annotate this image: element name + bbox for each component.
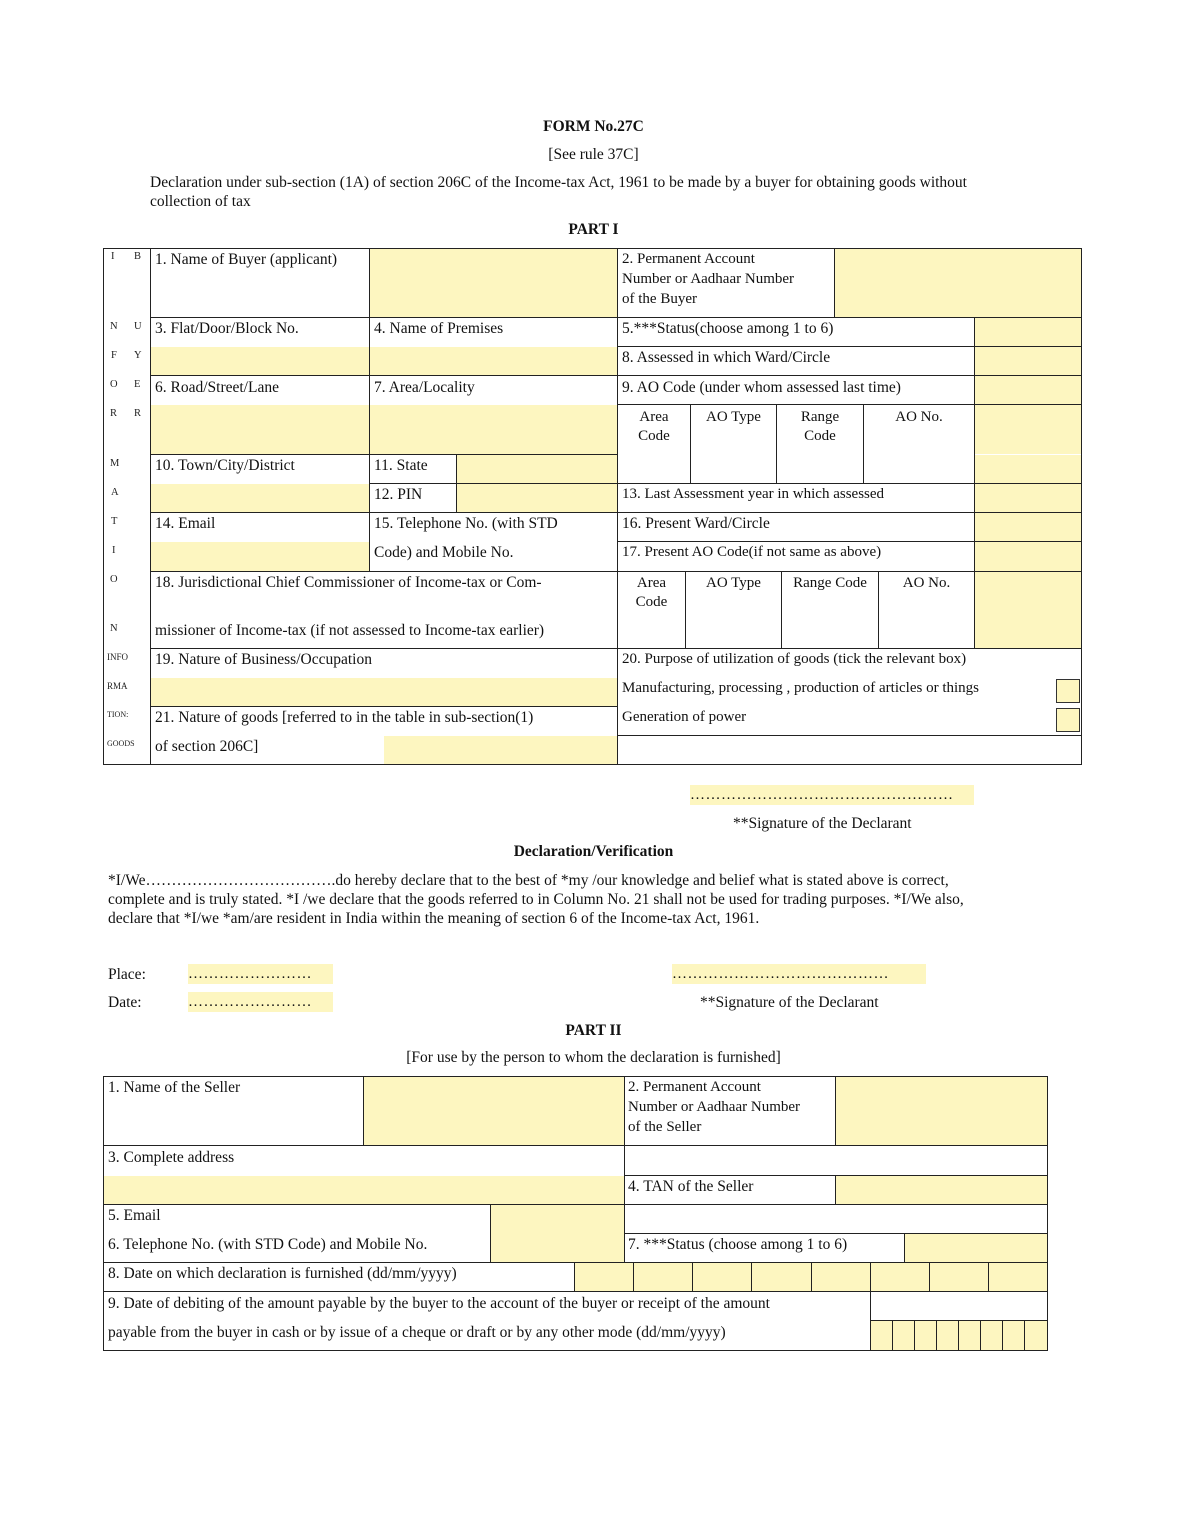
rule-reference: [See rule 37C] — [548, 146, 639, 163]
label-pin: 12. PIN — [374, 486, 423, 503]
divider — [103, 1291, 1048, 1292]
date-label: Date: — [108, 994, 142, 1011]
divider — [150, 571, 1082, 572]
divider — [870, 1320, 1048, 1321]
label-seller-pan-1: 2. Permanent Account — [628, 1079, 761, 1095]
side-letter: B — [134, 251, 142, 262]
part2-subtitle: [For use by the person to whom the declaration is furnished] — [406, 1049, 781, 1066]
label-ao-code: 9. AO Code (under whom assessed last time) — [622, 379, 901, 396]
label-nature-goods-1: 21. Nature of goods [referred to in the table in sub-section(1) — [155, 709, 534, 726]
side-letter: A — [111, 487, 119, 498]
divider — [617, 541, 1082, 542]
signature-field-1[interactable]: …………………………………………… — [690, 785, 974, 805]
divider — [904, 1233, 905, 1263]
declaration-heading-line1: Declaration under sub-section (1A) of section 206C of the Income-tax Act, 1961 to be made by a buyer for obtaining goods without — [150, 174, 967, 191]
divider — [624, 1233, 1048, 1234]
label-premises: 4. Name of Premises — [374, 320, 504, 337]
side-letter: N — [110, 623, 118, 634]
label-nature-goods-2: of section 206C] — [155, 738, 259, 755]
label-flat-door: 3. Flat/Door/Block No. — [155, 320, 299, 337]
part2-title: PART II — [565, 1022, 622, 1039]
label-ao1-no: AO No. — [895, 409, 943, 425]
label-ao1-range-code: Code — [804, 428, 836, 444]
date-box-divider — [892, 1320, 893, 1351]
divider — [369, 248, 370, 318]
side-letter: R — [134, 408, 142, 419]
divider — [617, 483, 1082, 484]
side-letter: N — [110, 321, 118, 332]
label-last-assessment: 13. Last Assessment year in which assessed — [622, 486, 885, 502]
side-label-rma: RMA — [107, 681, 128, 691]
label-seller-name: 1. Name of the Seller — [108, 1079, 241, 1096]
side-letter: I — [111, 251, 115, 262]
place-label: Place: — [108, 966, 146, 983]
label-manufacturing: Manufacturing, processing , production of articles or things — [622, 680, 979, 696]
form-title: FORM No.27C — [543, 118, 644, 135]
date-box-divider — [633, 1262, 634, 1292]
label-telephone-1: 15. Telephone No. (with STD — [374, 515, 558, 532]
date-box-divider — [929, 1262, 930, 1292]
label-road-street: 6. Road/Street/Lane — [155, 379, 279, 396]
label-seller-status: 7. ***Status (choose among 1 to 6) — [628, 1236, 848, 1253]
divider — [150, 317, 1082, 318]
label-seller-tan: 4. TAN of the Seller — [628, 1178, 754, 1195]
divider — [150, 706, 617, 707]
divider — [150, 454, 617, 455]
label-seller-telephone: 6. Telephone No. (with STD Code) and Mobile No. — [108, 1236, 428, 1253]
place-field[interactable]: …………………… — [188, 964, 333, 984]
date-box-divider — [936, 1320, 937, 1351]
side-letter: U — [134, 321, 142, 332]
side-label-goods: GOODS — [107, 739, 135, 748]
label-ao2-no: AO No. — [902, 575, 951, 591]
date-box-divider — [692, 1262, 693, 1292]
divider — [870, 1291, 871, 1351]
side-letter: T — [111, 516, 118, 527]
label-jurisdictional-1: 18. Jurisdictional Chief Commissioner of Income-tax or Com- — [155, 574, 542, 591]
declaration-text-line3: declare that *I/we *am/are resident in India within the meaning of section 6 of the Income-tax Act, 1961. — [108, 910, 760, 927]
side-letter: R — [110, 408, 118, 419]
divider — [835, 1076, 836, 1146]
label-ao1-area: Area — [639, 409, 669, 425]
label-status: 5.***Status(choose among 1 to 6) — [622, 320, 834, 337]
divider — [370, 483, 617, 484]
signature-label-1: **Signature of the Declarant — [733, 815, 912, 832]
side-letter: O — [110, 574, 118, 585]
label-buyer-pan-1: 2. Permanent Account — [622, 251, 755, 267]
declaration-text-line1: *I/We……………………………….do hereby declare that to the best of *my /our knowledge and belief what is stated above is correct, — [108, 872, 949, 889]
label-generation-power: Generation of power — [622, 709, 747, 725]
side-letter: E — [134, 379, 141, 390]
declaration-heading-line2: collection of tax — [150, 193, 251, 210]
divider — [150, 375, 1082, 376]
divider — [150, 512, 1082, 513]
divider — [574, 1262, 575, 1292]
label-buyer-name: 1. Name of Buyer (applicant) — [155, 251, 338, 268]
label-debit-date-2: payable from the buyer in cash or by issue of a cheque or draft or by any other mode (dd/mm/yyyy) — [108, 1324, 726, 1341]
divider — [617, 248, 618, 765]
label-ao2-area-code: Code — [635, 594, 668, 610]
divider — [624, 1076, 625, 1263]
date-box-divider — [1002, 1320, 1003, 1351]
label-buyer-pan-3: of the Buyer — [622, 291, 697, 307]
label-buyer-pan-2: Number or Aadhaar Number — [622, 271, 795, 287]
date-field[interactable]: …………………… — [188, 992, 333, 1012]
divider — [103, 1262, 1048, 1263]
divider — [103, 1204, 1048, 1205]
label-ao1-area-code: Code — [638, 428, 670, 444]
label-debit-date-1: 9. Date of debiting of the amount payable by the buyer to the account of the buyer or receipt of the amount — [108, 1295, 770, 1312]
side-letter: F — [111, 350, 117, 361]
date-box-divider — [811, 1262, 812, 1292]
divider — [150, 248, 151, 765]
label-declaration-date: 8. Date on which declaration is furnished (dd/mm/yyyy) — [108, 1265, 457, 1282]
divider — [103, 1145, 1048, 1146]
side-label-tion: TION: — [107, 710, 129, 719]
date-box-divider — [1024, 1320, 1025, 1351]
divider — [624, 1175, 1048, 1176]
date-box-divider — [914, 1320, 915, 1351]
divider — [150, 648, 1082, 649]
label-nature-business: 19. Nature of Business/Occupation — [155, 651, 372, 668]
label-jurisdictional-2: missioner of Income-tax (if not assessed to Income-tax earlier) — [155, 622, 545, 639]
date-box-divider — [870, 1262, 871, 1292]
side-label-info: INFO — [107, 652, 129, 662]
label-ao2-area: Area — [636, 575, 667, 591]
label-ao2-range: Range Code — [793, 575, 867, 591]
label-ao1-type: AO Type — [706, 409, 761, 425]
label-seller-address: 3. Complete address — [108, 1149, 235, 1166]
divider — [617, 404, 1082, 405]
label-ao2-type: AO Type — [706, 575, 761, 591]
divider — [834, 248, 835, 318]
label-email: 14. Email — [155, 515, 216, 532]
label-assessed-ward: 8. Assessed in which Ward/Circle — [622, 349, 831, 366]
label-telephone-2: Code) and Mobile No. — [374, 544, 514, 561]
side-letter: O — [110, 379, 118, 390]
divider — [490, 1204, 491, 1263]
date-box-divider — [980, 1320, 981, 1351]
label-town-city: 10. Town/City/District — [155, 457, 295, 474]
divider — [617, 346, 1082, 347]
date-box-divider — [988, 1262, 989, 1292]
label-present-ao-code: 17. Present AO Code(if not same as above) — [622, 544, 882, 560]
divider — [363, 1076, 364, 1146]
label-purpose: 20. Purpose of utilization of goods (tick the relevant box) — [622, 651, 967, 667]
part1-title: PART I — [568, 221, 619, 238]
label-seller-pan-3: of the Seller — [628, 1119, 702, 1135]
label-ao1-range: Range — [800, 409, 840, 425]
declaration-text-line2: complete and is truly stated. *I /we declare that the goods referred to in Column No. 21 shall not be used for trading purposes. *I/We also, — [108, 891, 964, 908]
side-letter: I — [112, 545, 116, 556]
side-letter: M — [110, 458, 120, 469]
label-state: 11. State — [374, 457, 428, 474]
divider — [617, 735, 1082, 736]
date-box-divider — [958, 1320, 959, 1351]
label-present-ward: 16. Present Ward/Circle — [622, 515, 770, 532]
divider — [835, 1175, 836, 1205]
signature-field-2[interactable]: …………………………………… — [672, 964, 926, 984]
declaration-title: Declaration/Verification — [513, 843, 674, 860]
side-letter: Y — [134, 350, 142, 361]
date-box-divider — [751, 1262, 752, 1292]
signature-label-2: **Signature of the Declarant — [700, 994, 879, 1011]
label-seller-email: 5. Email — [108, 1207, 161, 1224]
label-area-locality: 7. Area/Locality — [374, 379, 475, 396]
label-seller-pan-2: Number or Aadhaar Number — [628, 1099, 801, 1115]
divider — [369, 317, 370, 572]
